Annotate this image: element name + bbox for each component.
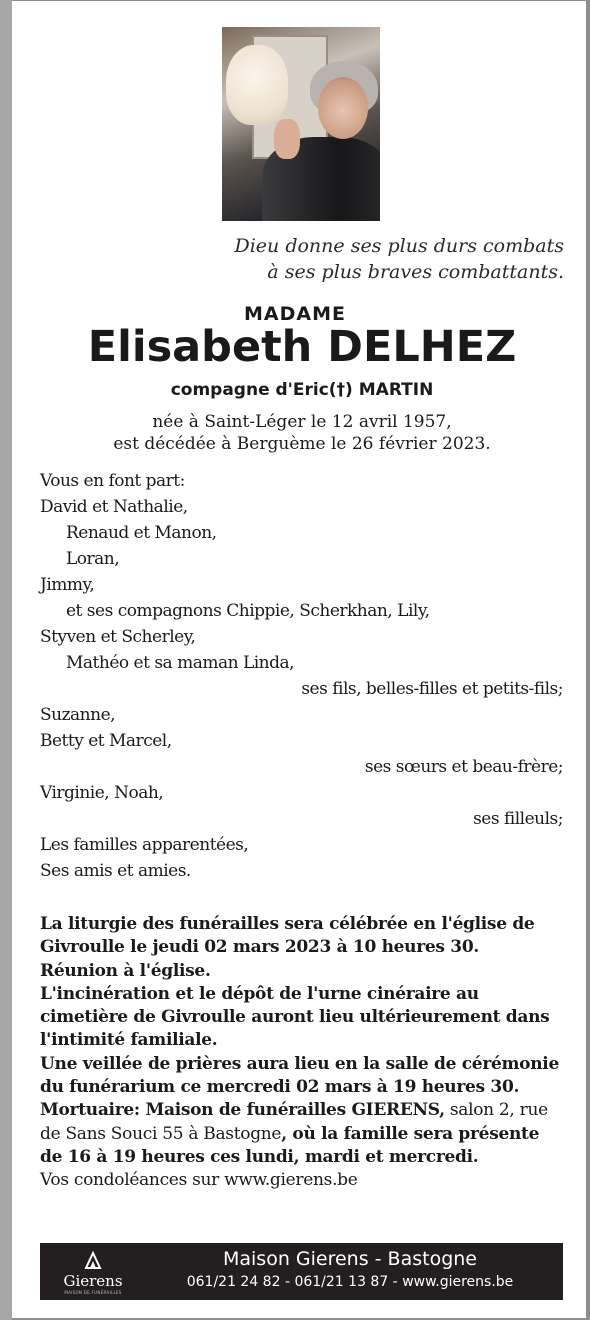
mortuary-address: salon 2, rue de Sans Souci 55 à Bastogne: [40, 1100, 548, 1144]
meeting-text: Réunion à l'église.: [40, 960, 211, 981]
left-border-bar: [0, 0, 12, 1320]
deceased-name: Elisabeth DELHEZ: [87, 322, 517, 372]
family-line: Renaud et Manon,: [66, 523, 217, 543]
family-line: Ses amis et amies.: [40, 861, 191, 881]
family-line: et ses compagnons Chippie, Scherkhan, Lily,: [66, 601, 430, 621]
logo-subtitle: MAISON DE FUNÉRAILLES: [64, 1290, 122, 1295]
banner-contact: 061/21 24 82 - 061/21 13 87 - www.gierens.be: [186, 1274, 514, 1290]
family-relation: ses sœurs et beau-frère;: [364, 757, 563, 777]
photo-person-hand: [274, 119, 300, 159]
family-relation: ses fils, belles-filles et petits-fils;: [301, 679, 563, 699]
mortuary-text: [40, 1099, 566, 1169]
condolences-text: Vos condoléances sur www.gierens.be: [40, 1170, 358, 1191]
logo-word: Gierens: [63, 1272, 123, 1290]
ceremony-details: [40, 913, 566, 1193]
memorial-quote: [144, 233, 564, 285]
family-line: Les familles apparentées,: [40, 835, 249, 855]
birth-line: née à Saint-Léger le 12 avril 1957,: [152, 412, 452, 432]
vigil-text: Une veillée de prières aura lieu en la salle de cérémonie du funérarium ce mercredi 02 mars à 19 heures 30.: [40, 1053, 559, 1098]
photo-dog: [226, 45, 288, 125]
quote-line-1: Dieu donne ses plus durs combats: [234, 235, 564, 257]
family-line: David et Nathalie,: [40, 497, 188, 517]
photo-person-face: [318, 77, 368, 139]
mortuary-label: Mortuaire: Maison de funérailles GIERENS,: [40, 1100, 445, 1121]
logo-mark-icon: [82, 1250, 104, 1272]
mortuary-hours: , où la famille sera présente de 16 à 19 heures ces lundi, mardi et mercredi.: [40, 1123, 540, 1167]
portrait-photo: [222, 27, 380, 221]
honorific: MADAME: [244, 303, 346, 325]
family-line: Suzanne,: [40, 705, 116, 725]
family-line: Virginie, Noah,: [40, 783, 164, 803]
partner-line: compagne d'Eric(†) MARTIN: [170, 380, 434, 400]
banner-title: Maison Gierens - Bastogne: [222, 1248, 477, 1270]
family-relation: ses filleuls;: [473, 809, 563, 829]
family-line: Loran,: [66, 549, 120, 569]
top-border-line: [12, 0, 586, 1]
family-line: Styven et Scherley,: [40, 627, 196, 647]
family-line: Betty et Marcel,: [40, 731, 172, 751]
family-line: Jimmy,: [40, 575, 95, 595]
liturgy-text: La liturgie des funérailles sera célébrée en l'église de Givroulle le jeudi 02 mars 2023 à 10 heures 30.: [40, 914, 535, 958]
funeral-home-banner: [40, 1243, 563, 1300]
family-line: Mathéo et sa maman Linda,: [66, 653, 295, 673]
family-intro: Vous en font part:: [40, 471, 185, 491]
quote-line-2: à ses plus braves combattants.: [267, 261, 564, 283]
family-list: [40, 468, 563, 884]
right-border-bar: [586, 0, 590, 1320]
death-line: est décédée à Berguème le 26 février 2023.: [113, 434, 491, 454]
gierens-logo: [54, 1248, 132, 1296]
cremation-text: L'incinération et le dépôt de l'urne cinéraire au cimetière de Givroulle auront lieu ultérieurement dans l'intimité familiale.: [40, 983, 550, 1051]
